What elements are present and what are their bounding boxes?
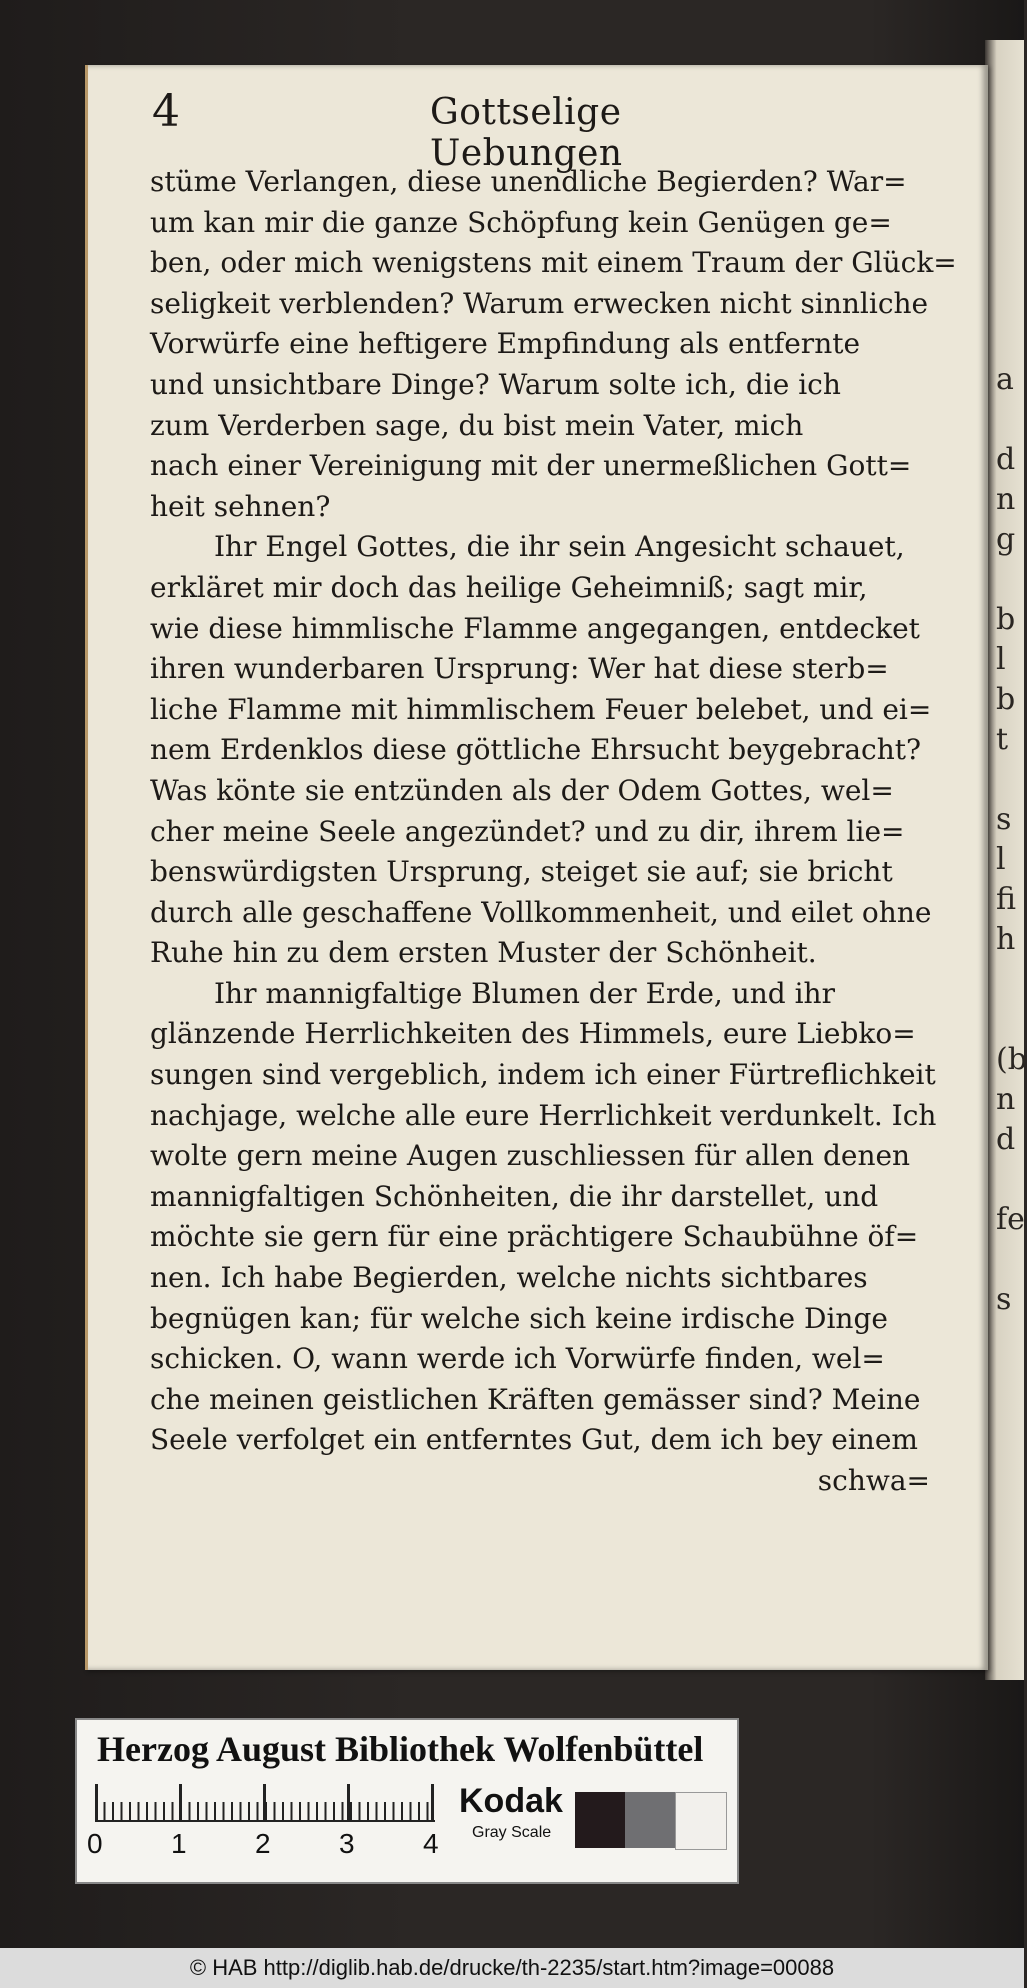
text-line: Was könte sie entzünden als der Odem Gottes, wel= xyxy=(150,773,894,807)
text-line: wolte gern meine Augen zuschliessen für allen denen xyxy=(150,1139,911,1173)
text-line: heit sehnen? xyxy=(150,489,331,523)
gray-swatch-dark xyxy=(575,1792,625,1848)
text-line: um kan mir die ganze Schöpfung kein Genügen ge= xyxy=(150,205,892,239)
text-line: Seele verfolget ein entferntes Gut, dem ich bey einem xyxy=(150,1423,918,1457)
text-line: mannigfaltigen Schönheiten, die ihr darstellet, und xyxy=(150,1179,879,1213)
ruler-number: 3 xyxy=(339,1828,355,1859)
text-line: ben, oder mich wenigstens mit einem Traum der Glück= xyxy=(150,246,957,280)
library-name: Herzog August Bibliothek Wolfenbüttel xyxy=(97,1729,704,1769)
kodak-logo: Kodak xyxy=(459,1782,563,1820)
text-line: seligkeit verblenden? Warum erwecken nicht sinnliche xyxy=(150,286,929,320)
ruler-major-tick xyxy=(95,1784,98,1820)
ruler-number: 1 xyxy=(171,1828,187,1859)
ruler-major-tick xyxy=(347,1784,350,1820)
text-line: che meinen geistlichen Kräften gemässer sind? Meine xyxy=(150,1382,921,1416)
ruler-number: 4 xyxy=(423,1828,439,1859)
text-line: und unsichtbare Dinge? Warum solte ich, die ich xyxy=(150,367,841,401)
text-line: nach einer Vereinigung mit der unermeßlichen Gott= xyxy=(150,449,912,483)
copyright-footer: © HAB http://diglib.hab.de/drucke/th-2235/start.htm?image=00088 xyxy=(0,1948,1024,1988)
text-line: liche Flamme mit himmlischem Feuer belebet, und ei= xyxy=(150,692,932,726)
text-line: wie diese himmlische Flamme angegangen, entdecket xyxy=(150,611,920,645)
ruler-number: 2 xyxy=(255,1828,271,1859)
catchword: schwa= xyxy=(817,1464,930,1497)
color-calibration-target xyxy=(75,1718,739,1884)
page-number: 4 xyxy=(152,86,180,137)
paragraph-start-line: Ihr mannigfaltige Blumen der Erde, und ihr xyxy=(214,976,835,1010)
text-line: ihren wunderbaren Ursprung: Wer hat diese sterb= xyxy=(150,652,889,686)
text-line: nem Erdenklos diese göttliche Ehrsucht beygebracht? xyxy=(150,733,922,767)
text-line: nen. Ich habe Begierden, welche nichts sichtbares xyxy=(150,1261,868,1295)
text-line: Vorwürfe eine heftigere Empfindung als entfernte xyxy=(150,327,861,361)
gray-swatch-mid xyxy=(625,1792,675,1848)
ruler-number: 0 xyxy=(87,1828,103,1859)
text-line: sungen sind vergeblich, indem ich einer Fürtreflichkeit xyxy=(150,1058,936,1092)
text-line: stüme Verlangen, diese unendliche Begierden? War= xyxy=(150,165,907,198)
ruler-major-tick xyxy=(431,1784,434,1820)
facing-page-text-fragments: a d n g b l b t s l fi h (b n d fe s xyxy=(996,362,1027,1317)
gray-scale-label: Gray Scale xyxy=(472,1824,552,1841)
text-line: begnügen kan; für welche sich keine irdische Dinge xyxy=(150,1301,888,1335)
text-line: erkläret mir doch das heilige Geheimniß; sagt mir, xyxy=(150,570,868,604)
text-line: schicken. O, wann werde ich Vorwürfe finden, wel= xyxy=(150,1342,885,1376)
text-line: cher meine Seele angezündet? und zu dir, ihrem lie= xyxy=(150,814,905,848)
text-line: möchte sie gern für eine prächtigere Schaubühne öf= xyxy=(150,1220,919,1254)
text-line: nachjage, welche alle eure Herrlichkeit verdunkelt. Ich xyxy=(150,1098,937,1132)
paragraph-start-line: Ihr Engel Gottes, die ihr sein Angesicht schauet, xyxy=(214,530,905,564)
gray-swatch-light xyxy=(675,1792,727,1850)
body-text xyxy=(150,162,957,1502)
ruler-major-tick xyxy=(179,1784,182,1820)
text-line: Ruhe hin zu dem ersten Muster der Schönheit. xyxy=(150,936,817,970)
running-head: Gottselige Uebungen xyxy=(430,92,623,174)
text-line: durch alle geschaffene Vollkommenheit, und eilet ohne xyxy=(150,895,932,929)
text-line: glänzende Herrlichkeiten des Himmels, eure Liebko= xyxy=(150,1017,916,1051)
text-line: zum Verderben sage, du bist mein Vater, mich xyxy=(150,408,804,442)
text-line: benswürdigsten Ursprung, steiget sie auf; sie bricht xyxy=(150,855,893,889)
ruler-major-tick xyxy=(263,1784,266,1820)
